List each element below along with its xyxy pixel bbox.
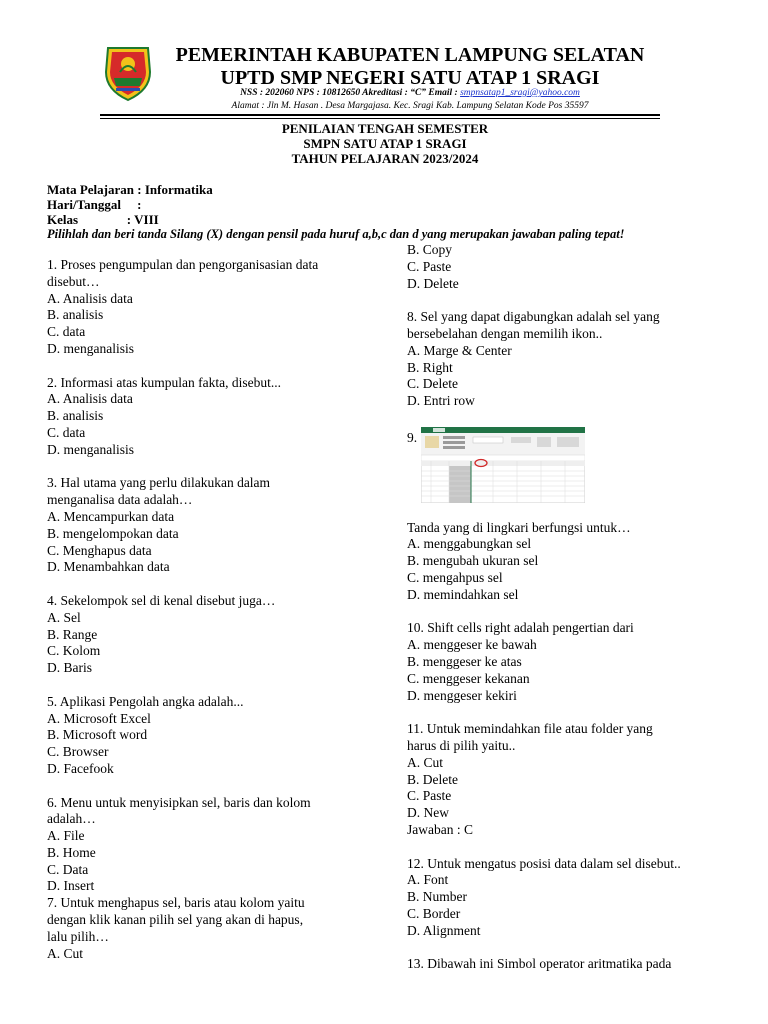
option-b: B. mengelompokan data (47, 525, 179, 541)
option-a: A. Sel (47, 609, 81, 625)
option-d: D. Facefook (47, 760, 114, 776)
question-text: 3. Hal utama yang perlu dilakukan dalam (47, 475, 271, 491)
question-5 (47, 694, 377, 778)
nss-text: NSS : 202060 NPS : 10812650 Akreditasi : “C” Email : (240, 88, 461, 98)
option-c: C. Paste (407, 788, 452, 804)
question-13 (407, 956, 737, 973)
subject-line: Mata Pelajaran : Informatika (47, 182, 213, 197)
option-a: A. Microsoft Excel (47, 710, 151, 726)
option-a: A. Font (407, 872, 449, 888)
school-heading: UPTD SMP NEGERI SATU ATAP 1 SRAGI (220, 67, 600, 89)
option-c: C. Data (47, 861, 89, 877)
question-text: harus di pilih yaitu.. (407, 737, 516, 753)
header-divider-thick (100, 114, 660, 116)
option-a: A. File (47, 828, 85, 844)
option-d: D. New (407, 805, 449, 821)
option-b: B. analisis (47, 408, 104, 424)
option-c: C. Paste (407, 258, 452, 274)
option-c: C. Delete (407, 376, 458, 392)
option-b: B. Range (47, 626, 98, 642)
option-a: A. menggeser ke bawah (407, 637, 537, 653)
question-1 (47, 257, 377, 358)
question-text: bersebelahan dengan memilih ikon.. (407, 325, 603, 341)
question-text: 2. Informasi atas kumpulan fakta, disebut... (47, 374, 281, 390)
question-text: disebut… (47, 273, 100, 289)
exam-school: SMPN SATU ATAP 1 SRAGI (303, 136, 467, 151)
option-d: D. Insert (47, 878, 95, 894)
option-d: D. memindahkan sel (407, 586, 519, 602)
question-text: 8. Sel yang dapat digabungkan adalah sel yang (407, 309, 660, 325)
option-a: A. Cut (407, 754, 444, 770)
question-text: 4. Sekelompok sel di kenal disebut juga… (47, 592, 276, 608)
question-9-figure-row (407, 427, 737, 503)
question-text: 6. Menu untuk menyisipkan sel, baris dan kolom (47, 794, 311, 810)
option-d: D. Delete (407, 275, 459, 291)
class-line: Kelas : VIII (47, 212, 159, 227)
option-b: B. Delete (407, 771, 458, 787)
questions-left-column (47, 257, 377, 962)
question-9-number: 9. (407, 429, 418, 445)
question-7 (47, 895, 377, 962)
option-a: A. Cut (47, 945, 84, 961)
question-text: Tanda yang di lingkari berfungsi untuk… (407, 519, 631, 535)
question-8 (407, 309, 737, 410)
option-a: A. Analisis data (47, 290, 133, 306)
option-b: B. mengubah ukuran sel (407, 553, 539, 569)
question-text: 5. Aplikasi Pengolah angka adalah... (47, 693, 244, 709)
option-c: C. Menghapus data (47, 542, 152, 558)
option-c: C. Browser (47, 744, 109, 760)
option-b: B. Home (47, 844, 96, 860)
option-b: B. Number (407, 889, 467, 905)
exam-year: TAHUN PELAJARAN 2023/2024 (291, 151, 479, 166)
option-b: B. analisis (47, 307, 104, 323)
option-a: A. Marge & Center (407, 342, 512, 358)
option-d: D. menganalisis (47, 340, 134, 356)
option-b: B. Right (407, 359, 453, 375)
email-link[interactable]: smpnsatap1_sragi@yahoo.com (460, 88, 580, 98)
question-text: adalah… (47, 811, 96, 827)
answer-key: Jawaban : C (407, 821, 473, 837)
question-9 (407, 520, 737, 604)
option-a: A. Analisis data (47, 391, 133, 407)
question-text: lalu pilih… (47, 928, 109, 944)
question-3 (47, 475, 377, 576)
option-c: C. mengahpus sel (407, 569, 503, 585)
exam-title: PENILAIAN TENGAH SEMESTER (281, 121, 489, 136)
government-heading: PEMERINTAH KABUPATEN LAMPUNG SELATAN (175, 44, 645, 66)
option-c: C. data (47, 324, 86, 340)
option-c: C. Border (407, 905, 461, 921)
regency-emblem-logo (100, 42, 156, 102)
address-line: Alamat : Jln M. Hasan . Desa Margajasa. Kec. Sragi Kab. Lampung Selatan Kode Pos 35597 (231, 101, 589, 111)
question-4 (47, 593, 377, 677)
option-d: D. Entri row (407, 393, 475, 409)
option-d: D. Baris (47, 660, 92, 676)
option-c: C. menggeser kekanan (407, 670, 530, 686)
option-c: C. Kolom (47, 643, 101, 659)
questions-right-column (407, 242, 737, 973)
question-text: 7. Untuk menghapus sel, baris atau kolom yaitu (47, 895, 305, 911)
question-6 (47, 795, 377, 896)
question-text: menganalisa data adalah… (47, 492, 193, 508)
date-line: Hari/Tanggal : (47, 197, 142, 212)
question-10 (407, 620, 737, 704)
option-c: C. data (47, 424, 86, 440)
question-11 (407, 721, 737, 839)
question-text: 1. Proses pengumpulan dan pengorganisasian data (47, 257, 319, 272)
option-d: D. Alignment (407, 922, 481, 938)
question-12 (407, 856, 737, 940)
option-b: B. Microsoft word (47, 727, 148, 743)
question-text: 11. Untuk memindahkan file atau folder yang (407, 721, 653, 737)
option-b: B. Copy (407, 242, 453, 257)
school-identity-line (160, 87, 660, 99)
option-d: D. Menambahkan data (47, 559, 170, 575)
question-7-continued (407, 242, 737, 292)
option-d: D. menggeser kekiri (407, 687, 517, 703)
header-divider-thin (100, 118, 660, 119)
instructions: Pilihlah dan beri tanda Silang (X) dengan pensil pada huruf a,b,c dan d yang merupakan jawaban paling tepat! (47, 227, 625, 241)
option-a: A. Mencampurkan data (47, 508, 175, 524)
question-text: 13. Dibawah ini Simbol operator aritmatika pada (407, 956, 672, 972)
option-d: D. menganalisis (47, 441, 134, 457)
question-2 (47, 375, 377, 459)
question-text: 12. Untuk mengatus posisi data dalam sel disebut.. (407, 855, 681, 871)
option-a: A. menggabungkan sel (407, 536, 532, 552)
question-text: 10. Shift cells right adalah pengertian dari (407, 620, 634, 636)
excel-screenshot-figure (421, 427, 585, 503)
option-b: B. menggeser ke atas (407, 653, 522, 669)
question-text: dengan klik kanan pilih sel yang akan di hapus, (47, 912, 304, 928)
